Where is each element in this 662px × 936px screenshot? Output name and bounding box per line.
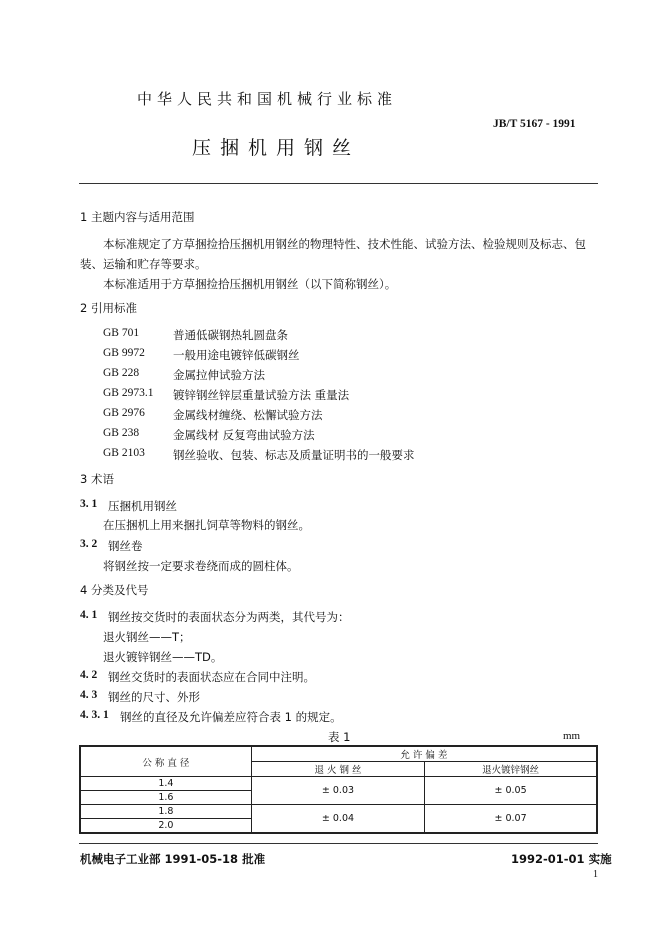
clause-3-2-title: 钢丝卷 xyxy=(108,539,143,553)
clause-3-1-text: 在压捆机上用来捆扎饲草等物料的钢丝。 xyxy=(103,518,310,532)
page-title: 压捆机用钢丝 xyxy=(192,137,361,159)
tolerance-galvanized-cell: ± 0.05 xyxy=(425,777,597,805)
reference-title: 金属拉伸试验方法 xyxy=(173,368,265,382)
diameter-cell: 1.4 xyxy=(80,777,251,791)
section-1-heading: 1 主题内容与适用范围 xyxy=(80,210,195,224)
clause-4-2-title: 钢丝交货时的表面状态应在合同中注明。 xyxy=(108,670,315,684)
reference-code: GB 2103 xyxy=(103,447,145,459)
reference-code: GB 2976 xyxy=(103,407,145,419)
header-tolerance: 允 许 偏 差 xyxy=(251,746,597,762)
reference-title: 镀锌钢丝锌层重量试验方法 重量法 xyxy=(173,388,350,402)
diameter-tolerance-table xyxy=(79,745,598,834)
section-2-heading: 2 引用标准 xyxy=(80,301,137,315)
table-unit: mm xyxy=(563,730,581,742)
clause-4-1-number: 4. 1 xyxy=(80,609,98,621)
header-galvanized-wire: 退火镀锌钢丝 xyxy=(425,762,597,777)
clause-4-1-item-1: 退火钢丝——T； xyxy=(103,630,191,644)
page-number: 1 xyxy=(593,869,598,880)
clause-3-1-number: 3. 1 xyxy=(80,498,98,510)
reference-title: 一般用途电镀锌低碳钢丝 xyxy=(173,348,300,362)
clause-3-1-title: 压捆机用钢丝 xyxy=(108,499,177,513)
clause-3-2-number: 3. 2 xyxy=(80,538,98,550)
approval-note: 机械电子工业部 1991-05-18 批准 xyxy=(80,852,266,866)
tolerance-annealed-cell: ± 0.03 xyxy=(251,777,424,805)
reference-title: 金属线材缠绕、松懈试验方法 xyxy=(173,408,323,422)
section-1-paragraph-2: 本标准适用于方草捆捡拾压捆机用钢丝（以下简称钢丝）。 xyxy=(103,277,397,291)
reference-code: GB 238 xyxy=(103,427,140,439)
header-nominal-diameter: 公 称 直 径 xyxy=(80,746,251,777)
header-annealed-wire: 退 火 钢 丝 xyxy=(251,762,424,777)
reference-code: GB 701 xyxy=(103,327,140,339)
clause-4-3-1-number: 4. 3. 1 xyxy=(80,709,109,721)
diameter-cell: 1.6 xyxy=(80,791,251,805)
clause-4-1-title: 钢丝按交货时的表面状态分为两类，其代号为： xyxy=(108,610,350,624)
diameter-cell: 1.8 xyxy=(80,805,251,819)
clause-4-2-number: 4. 2 xyxy=(80,669,98,681)
clause-3-2-text: 将钢丝按一定要求卷绕而成的圆柱体。 xyxy=(103,559,299,573)
footer-rule xyxy=(79,843,598,844)
tolerance-galvanized-cell: ± 0.07 xyxy=(425,805,597,834)
issuing-org: 中华人民共和国机械行业标准 xyxy=(137,90,398,108)
effective-date: 1992-01-01 实施 xyxy=(511,852,612,866)
table-row xyxy=(80,777,597,791)
section-4-heading: 4 分类及代号 xyxy=(80,583,149,597)
tolerance-annealed-cell: ± 0.04 xyxy=(251,805,424,834)
clause-4-3-number: 4. 3 xyxy=(80,689,98,701)
diameter-cell: 2.0 xyxy=(80,819,251,834)
reference-code: GB 2973.1 xyxy=(103,387,154,399)
section-1-paragraph-1-line-1: 本标准规定了方草捆捡拾压捆机用钢丝的物理特性、技术性能、试验方法、检验规则及标志、包 xyxy=(103,237,586,251)
header-rule xyxy=(79,183,598,184)
reference-code: GB 9972 xyxy=(103,347,145,359)
reference-title: 普通低碳钢热轧圆盘条 xyxy=(173,328,288,342)
table-caption: 表 1 xyxy=(328,730,351,744)
table-header-row xyxy=(80,746,597,762)
section-3-heading: 3 术语 xyxy=(80,472,114,486)
reference-title: 钢丝验收、包装、标志及质量证明书的一般要求 xyxy=(173,448,415,462)
clause-4-3-1-title: 钢丝的直径及允许偏差应符合表 1 的规定。 xyxy=(120,710,342,724)
reference-title: 金属线材 反复弯曲试验方法 xyxy=(173,428,315,442)
table-row xyxy=(80,805,597,819)
reference-code: GB 228 xyxy=(103,367,140,379)
section-1-paragraph-1-line-2: 装、运输和贮存等要求。 xyxy=(80,257,207,271)
clause-4-3-title: 钢丝的尺寸、外形 xyxy=(108,690,200,704)
clause-4-1-item-2: 退火镀锌钢丝——TD。 xyxy=(103,650,223,664)
standard-number: JB/T 5167 - 1991 xyxy=(493,118,576,130)
